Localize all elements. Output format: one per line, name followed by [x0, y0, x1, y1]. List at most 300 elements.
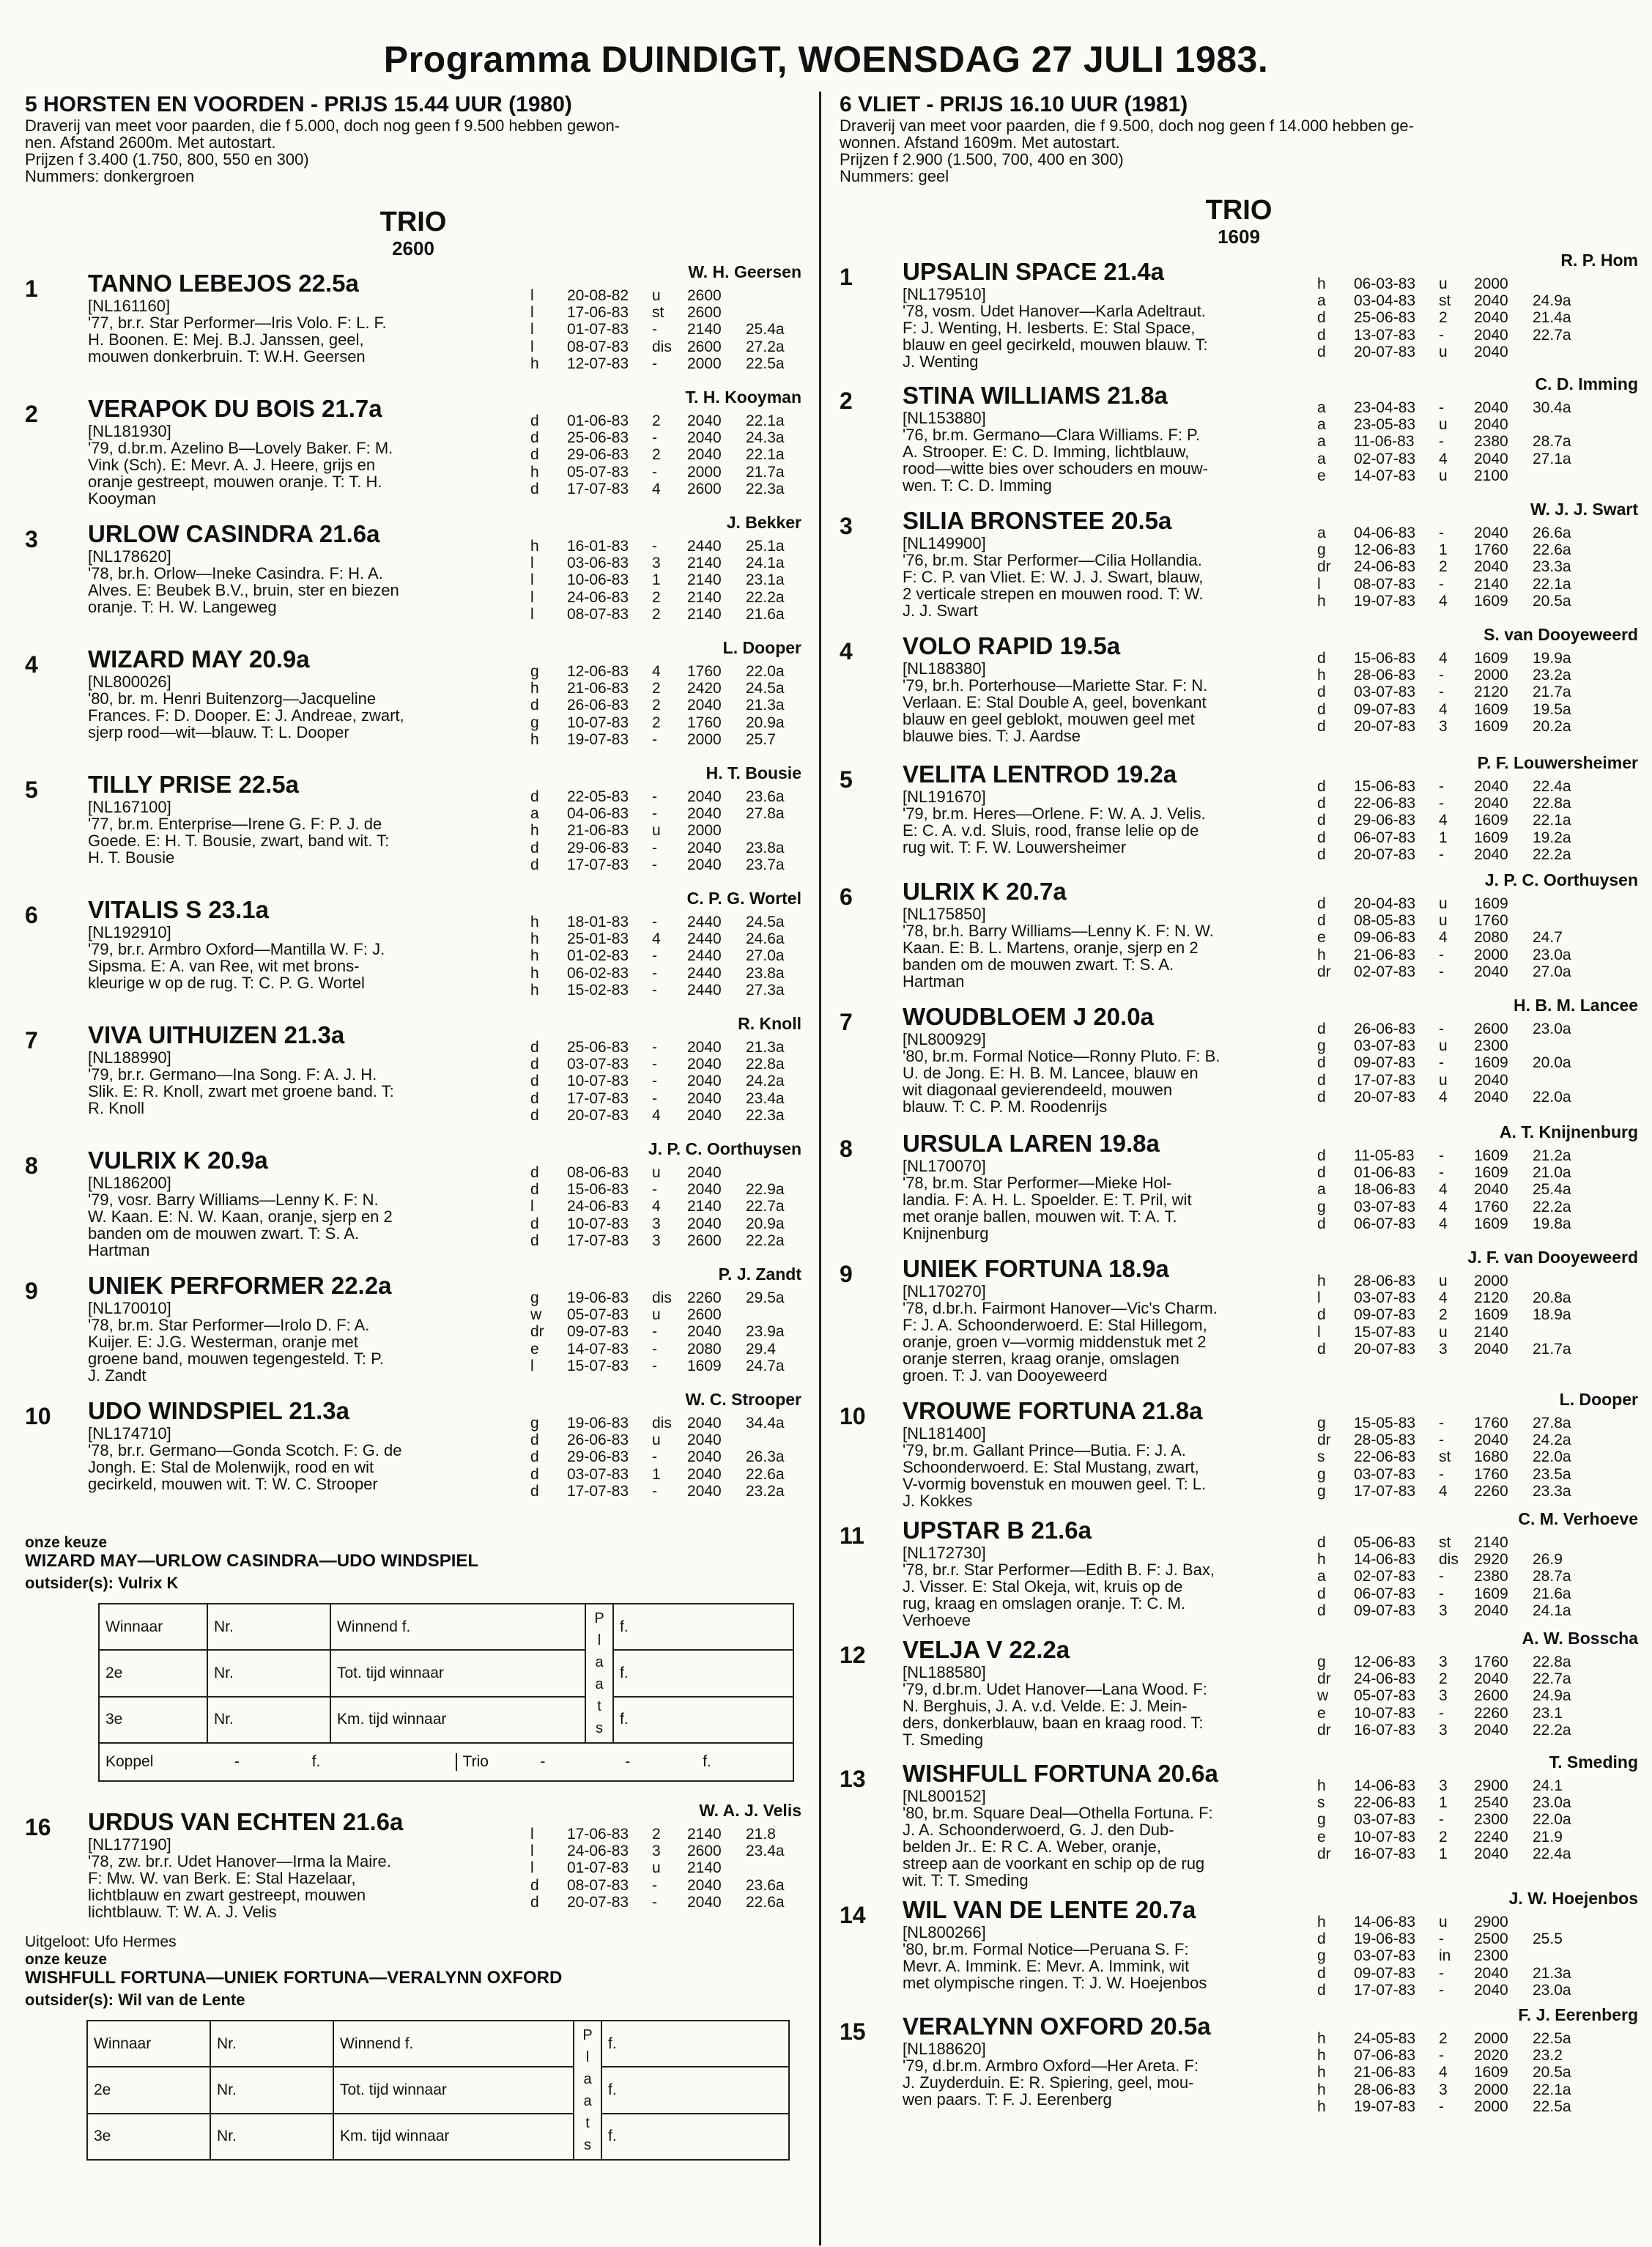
f-label: f. — [311, 1753, 321, 1770]
track-code: d — [1317, 1147, 1326, 1164]
description-line: J. Kokkes — [903, 1492, 973, 1510]
description-line: '78, br.r. Germano—Gonda Scotch. F: G. de — [88, 1441, 402, 1459]
description-line: lichtblauw. T: W. A. J. Velis — [88, 1903, 277, 1921]
placing: u — [652, 1432, 661, 1449]
km-time: 22.0a — [1533, 1088, 1571, 1106]
track-code: a — [1317, 450, 1326, 467]
placing: st — [1439, 1534, 1451, 1551]
performance-row — [1317, 1722, 1585, 1739]
horse-entry — [25, 1014, 801, 1139]
trainer-name: W. J. J. Swart — [1530, 500, 1638, 519]
distance: 1760 — [1474, 1654, 1508, 1670]
table-row — [87, 2114, 789, 2160]
race-date: 17-07-83 — [567, 856, 629, 873]
result-f-cell: f. — [613, 1697, 793, 1743]
distance: 2040 — [687, 1073, 722, 1090]
description-line: T. Smeding — [903, 1730, 984, 1749]
distance: 2600 — [687, 338, 722, 355]
horse-description — [88, 1836, 491, 1920]
performance-row — [530, 714, 799, 731]
placing: 3 — [1439, 1687, 1448, 1705]
description-line: Knijnenburg — [903, 1224, 989, 1243]
horse-name: URLOW CASINDRA 21.6a — [88, 520, 380, 547]
race-date: 22-05-83 — [567, 788, 629, 805]
result-money-label: Winnend f. — [333, 2021, 574, 2067]
horse-number: 7 — [840, 1009, 853, 1035]
race-date: 06-07-83 — [1354, 1585, 1416, 1602]
performance-row — [1317, 1021, 1585, 1037]
performance-list — [1317, 1273, 1585, 1358]
performance-row — [530, 856, 799, 873]
performance-row — [1317, 1965, 1585, 1982]
km-time: 21.6a — [746, 605, 785, 623]
placing: st — [1439, 1448, 1451, 1466]
horse-entry — [840, 374, 1638, 500]
horse-entry — [840, 996, 1638, 1122]
performance-row — [1317, 1054, 1585, 1071]
track-code: e — [1317, 1704, 1326, 1722]
description-line: [NL175850] — [903, 905, 986, 923]
dash: - — [625, 1753, 631, 1770]
distance: 2040 — [687, 1164, 722, 1181]
track-code: d — [1317, 912, 1326, 930]
km-time: 22.7a — [1533, 1670, 1571, 1688]
race-date: 18-01-83 — [567, 914, 629, 930]
performance-row — [530, 1415, 799, 1432]
track-code: h — [1317, 592, 1326, 610]
placing: 4 — [1439, 592, 1448, 610]
horse-number: 2 — [840, 388, 853, 414]
description-line: '79, br.r. Germano—Ina Song. F: A. J. H. — [88, 1065, 377, 1084]
race-date: 08-06-83 — [567, 1164, 629, 1181]
km-time: 21.0a — [1533, 1164, 1571, 1182]
track-code: d — [1317, 650, 1326, 667]
performance-row — [1317, 399, 1585, 416]
performance-row — [530, 788, 799, 805]
distance: 1760 — [1474, 1465, 1508, 1483]
placing: - — [652, 856, 657, 873]
track-code: d — [530, 1232, 539, 1249]
placing: 2 — [652, 446, 661, 464]
km-time: 22.1a — [746, 446, 785, 464]
performance-row — [530, 840, 799, 856]
result-f-cell: f. — [601, 2114, 789, 2160]
race-date: 06-02-83 — [567, 964, 629, 982]
km-time: 22.3a — [746, 480, 785, 497]
distance: 2500 — [1474, 1931, 1508, 1948]
performance-row — [1317, 275, 1585, 292]
distance: 2040 — [687, 429, 722, 447]
column-divider — [819, 92, 821, 2246]
track-code: dr — [1317, 1721, 1331, 1739]
track-code: h — [530, 538, 539, 555]
km-time: 24.7a — [746, 1357, 785, 1374]
description-line: [NL161160] — [88, 297, 171, 315]
description-line: Kooyman — [88, 489, 156, 508]
placing: u — [652, 1306, 661, 1324]
description-line: E: C. A. v.d. Sluis, rood, franse lelie op de — [903, 821, 1199, 840]
track-code: d — [1317, 1071, 1326, 1089]
track-code: a — [530, 805, 539, 823]
horse-entry — [25, 1139, 801, 1265]
race-date: 06-07-83 — [1354, 829, 1416, 846]
track-code: l — [530, 1826, 534, 1843]
race-date: 01-07-83 — [567, 321, 629, 338]
km-time: 19.2a — [1533, 829, 1571, 846]
distance: 2040 — [687, 856, 722, 873]
race-date: 18-06-83 — [1354, 1181, 1416, 1199]
horse-number: 13 — [840, 1766, 866, 1792]
race-date: 09-07-83 — [567, 1323, 629, 1341]
km-time: 21.7a — [1533, 684, 1571, 701]
race-date: 01-06-83 — [567, 412, 629, 429]
km-time: 20.2a — [1533, 717, 1571, 735]
track-code: d — [530, 1482, 539, 1500]
track-code: d — [1317, 1534, 1326, 1551]
horse-entry — [25, 1390, 801, 1515]
trainer-name: W. H. Geersen — [688, 262, 801, 281]
trainer-name: H. T. Bousie — [705, 763, 801, 782]
track-code: d — [1317, 1215, 1326, 1232]
placing: - — [1439, 2098, 1444, 2115]
performance-row — [1317, 1811, 1585, 1828]
performance-row — [1317, 1466, 1585, 1483]
track-code: h — [530, 981, 539, 999]
condition-line: Nummers: geel — [840, 167, 949, 185]
distance: 1609 — [1474, 650, 1508, 667]
trio-label: Trio — [456, 1753, 536, 1771]
distance: 2040 — [1474, 399, 1508, 416]
km-time: 20.5a — [1533, 592, 1571, 610]
horse-entry — [840, 2005, 1638, 2115]
performance-row — [530, 697, 799, 714]
performance-row — [1317, 1829, 1585, 1846]
placing: 2 — [652, 697, 661, 714]
km-time: 21.6a — [1533, 1585, 1571, 1602]
placing: - — [652, 1073, 657, 1090]
trainer-name: P. F. Louwersheimer — [1477, 753, 1638, 772]
track-code: h — [1317, 1777, 1326, 1794]
performance-row — [530, 464, 799, 481]
race-date: 16-07-83 — [1354, 1721, 1416, 1739]
placing: - — [1439, 1585, 1444, 1602]
distance: 2000 — [687, 463, 722, 481]
description-line: Verlaan. E: Stal Double A, geel, bovenkant — [903, 693, 1207, 711]
track-code: d — [530, 429, 539, 447]
km-time: 24.1a — [746, 555, 785, 572]
race-date: 17-06-83 — [567, 1826, 629, 1843]
race-date: 03-07-83 — [567, 1465, 629, 1483]
placing: 2 — [652, 680, 661, 697]
horse-entry — [840, 1390, 1638, 1509]
track-code: d — [1317, 812, 1326, 829]
performance-row — [1317, 1568, 1585, 1585]
trainer-name: C. M. Verhoeve — [1518, 1509, 1638, 1528]
distance: 2040 — [1474, 795, 1508, 812]
description-line: oranje, groen v—vormig middenstuk met 2 — [903, 1333, 1207, 1351]
description-line: N. Berghuis, J. A. v.d. Velde. E: J. Mein- — [903, 1697, 1188, 1715]
placing: 2 — [1439, 1306, 1448, 1324]
distance: 2040 — [687, 1039, 722, 1056]
placing: - — [652, 788, 657, 805]
track-code: a — [1317, 1181, 1326, 1199]
performance-row — [1317, 947, 1585, 963]
performance-row — [530, 1306, 799, 1323]
race-5-column — [25, 92, 801, 2161]
horse-body — [88, 1139, 801, 1259]
track-code: dr — [1317, 1670, 1331, 1688]
description-line: '79, d.br.m. Azelino B—Lovely Baker. F: M. — [88, 439, 393, 457]
plaats-text: Plaats — [582, 2027, 593, 2153]
performance-list — [530, 1289, 799, 1374]
description-line: Hartman — [903, 972, 965, 991]
race-date: 06-03-83 — [1354, 275, 1416, 292]
horse-entry — [840, 1248, 1638, 1390]
placing: 4 — [652, 930, 661, 948]
distance: 2020 — [1474, 2047, 1508, 2065]
race-date: 29-06-83 — [567, 839, 629, 856]
placing: 1 — [1439, 541, 1448, 559]
distance: 2040 — [687, 1323, 722, 1341]
placing: u — [1439, 343, 1448, 360]
condition-line: Prijzen f 2.900 (1.500, 700, 400 en 300) — [840, 150, 1124, 169]
km-time: 23.2a — [1533, 667, 1571, 684]
trainer-name: P. J. Zandt — [718, 1265, 801, 1284]
placing: 4 — [1439, 1088, 1448, 1106]
distance: 2040 — [687, 1465, 722, 1483]
placing: - — [1439, 778, 1444, 795]
km-time: 22.8a — [746, 1056, 785, 1073]
performance-row — [530, 1341, 799, 1358]
horse-description — [903, 535, 1305, 619]
km-time: 23.1 — [1533, 1704, 1563, 1722]
race-date: 13-07-83 — [1354, 326, 1416, 344]
placing: u — [652, 822, 661, 840]
race-date: 03-07-83 — [1354, 684, 1416, 701]
performance-list — [1317, 1021, 1585, 1106]
track-code: h — [530, 680, 539, 697]
placing: 2 — [1439, 2030, 1448, 2047]
performance-row — [1317, 667, 1585, 684]
description-line: '79, d.br.m. Udet Hanover—Lana Wood. F: — [903, 1680, 1207, 1698]
distance: 2140 — [1474, 1534, 1508, 1551]
result-f-cell: f. — [601, 2067, 789, 2113]
distance: 2080 — [687, 1340, 722, 1358]
placing: - — [652, 429, 657, 447]
placing: 3 — [652, 1843, 661, 1860]
horse-number: 10 — [25, 1403, 51, 1429]
distance: 1609 — [1474, 592, 1508, 610]
placing: - — [652, 1056, 657, 1073]
km-time: 23.0a — [1533, 1021, 1571, 1037]
race-date: 04-06-83 — [567, 805, 629, 823]
performance-row — [530, 1073, 799, 1089]
race-date: 15-07-83 — [1354, 1323, 1416, 1341]
race-date: 03-04-83 — [1354, 292, 1416, 310]
race-date: 17-06-83 — [567, 304, 629, 322]
description-line: J. A. Schoonderwoerd, G. J. den Dub- — [903, 1821, 1174, 1839]
description-line: Slik. E: R. Knoll, zwart met groene band. T: — [88, 1082, 394, 1100]
horse-description — [903, 1031, 1305, 1115]
placing: - — [1439, 684, 1444, 701]
performance-row — [530, 1483, 799, 1500]
performance-row — [1317, 309, 1585, 326]
km-time: 22.2a — [1533, 845, 1571, 863]
track-code: h — [530, 822, 539, 840]
placing: - — [652, 463, 657, 481]
performance-row — [530, 321, 799, 338]
performance-row — [530, 914, 799, 930]
race-date: 10-07-83 — [567, 1215, 629, 1232]
race-date: 11-05-83 — [1354, 1147, 1415, 1164]
outsider-line: outsider(s): Wil van de Lente — [25, 1991, 245, 2009]
description-line: groene band, mouwen tegengesteld. T: P. — [88, 1350, 385, 1368]
performance-row — [1317, 1273, 1585, 1289]
description-line: A. Strooper. E: C. D. Imming, lichtblauw, — [903, 443, 1190, 461]
track-code: g — [1317, 1198, 1326, 1215]
horse-number: 4 — [840, 638, 853, 665]
km-time: 21.4a — [1533, 309, 1571, 327]
description-line: wit. T: T. Smeding — [903, 1871, 1029, 1889]
performance-row — [530, 805, 799, 822]
distance: 2040 — [1474, 343, 1508, 360]
distance: 2040 — [687, 1089, 722, 1107]
performance-list — [1317, 525, 1585, 610]
km-time: 18.9a — [1533, 1306, 1571, 1324]
track-code: l — [530, 1198, 534, 1215]
horse-name: VERAPOK DU BOIS 21.7a — [88, 395, 382, 422]
track-code: g — [530, 714, 539, 731]
track-code: g — [1317, 1654, 1326, 1670]
horse-body — [88, 638, 801, 748]
performance-row — [530, 338, 799, 355]
horse-name: TILLY PRISE 22.5a — [88, 771, 299, 798]
performance-row — [530, 538, 799, 555]
placing: 2 — [1439, 558, 1448, 576]
result-label: 2e — [87, 2067, 210, 2113]
performance-row — [1317, 2098, 1585, 2115]
track-code: d — [530, 856, 539, 873]
result-time-label: Km. tijd winnaar — [333, 2114, 574, 2160]
race-date: 15-07-83 — [567, 1357, 629, 1374]
performance-row — [530, 1859, 799, 1876]
track-code: h — [530, 914, 539, 930]
distance: 2040 — [1474, 845, 1508, 863]
placing: 3 — [1439, 1602, 1448, 1619]
distance: 2000 — [1474, 275, 1508, 292]
performance-row — [1317, 467, 1585, 484]
result-number-label: Nr. — [210, 2114, 333, 2160]
horse-number: 6 — [840, 884, 853, 910]
distance: 2040 — [687, 446, 722, 464]
race-date: 01-07-83 — [567, 1859, 629, 1877]
distance: 2040 — [687, 1056, 722, 1073]
race-date: 25-06-83 — [1354, 309, 1416, 327]
race-date: 03-07-83 — [1354, 1198, 1416, 1215]
description-line: Hartman — [88, 1241, 150, 1259]
race-date: 19-06-83 — [1354, 1931, 1416, 1948]
our-choice-heading: onze keuze — [25, 1951, 108, 1968]
race-date: 29-06-83 — [567, 1448, 629, 1466]
distance: 1609 — [687, 1357, 722, 1374]
km-time: 22.1a — [1533, 575, 1571, 593]
horse-name: UDO WINDSPIEL 21.3a — [88, 1397, 349, 1424]
km-time: 21.3a — [746, 697, 785, 714]
horse-name: WIL VAN DE LENTE 20.7a — [903, 1896, 1196, 1923]
horse-description — [88, 673, 491, 741]
distance: 2040 — [1474, 309, 1508, 327]
description-line: 2 verticale strepen en mouwen rood. T: W. — [903, 585, 1204, 603]
race-date: 10-07-83 — [567, 1073, 629, 1090]
distance: 2140 — [687, 605, 722, 623]
description-line: V-vormig bovenstuk en mouwen geel. T: L. — [903, 1475, 1207, 1493]
performance-row — [530, 1215, 799, 1232]
performance-list — [1317, 650, 1585, 735]
placing: 2 — [1439, 309, 1448, 327]
description-line: oranje. T: H. W. Langeweg — [88, 598, 277, 616]
track-code: h — [530, 930, 539, 948]
km-time: 22.2a — [746, 588, 785, 606]
horse-description — [903, 1544, 1305, 1629]
description-line: Kuijer. E: J.G. Westerman, oranje met — [88, 1333, 358, 1351]
km-time: 22.9a — [746, 1181, 785, 1199]
result-table-2 — [86, 2020, 790, 2161]
placing: 2 — [1439, 1828, 1448, 1846]
performance-row — [1317, 525, 1585, 541]
km-time: 19.5a — [1533, 700, 1571, 718]
description-line: J. Wenting — [903, 352, 979, 371]
track-code: d — [1317, 1340, 1326, 1358]
distance: 1760 — [1474, 1415, 1508, 1432]
distance: 1609 — [1474, 1054, 1508, 1072]
distance: 1680 — [1474, 1448, 1508, 1466]
performance-row — [530, 571, 799, 588]
race-date: 03-07-83 — [1354, 1289, 1416, 1307]
placing: - — [652, 1340, 657, 1358]
km-time: 24.5a — [746, 680, 785, 697]
performance-list — [530, 788, 799, 873]
table-row — [99, 1650, 793, 1696]
placing: - — [652, 805, 657, 823]
distance: 2240 — [1474, 1828, 1508, 1846]
result-number-label: Nr. — [210, 2067, 333, 2113]
track-code: d — [530, 412, 539, 429]
f-label: f. — [703, 1753, 711, 1770]
performance-row — [1317, 433, 1585, 450]
track-code: g — [1317, 1465, 1326, 1483]
track-code: d — [1317, 778, 1326, 795]
result-number-label: Nr. — [207, 1697, 330, 1743]
track-code: a — [1317, 433, 1326, 451]
performance-list — [530, 1826, 799, 1911]
distance: 2040 — [687, 697, 722, 714]
horse-entry — [840, 1889, 1638, 2005]
distance: 2040 — [687, 805, 722, 823]
uitgeloot-line: Uitgeloot: Ufo Hermes — [25, 1933, 177, 1950]
km-time: 23.0a — [1533, 1794, 1571, 1812]
race-date: 26-06-83 — [1354, 1021, 1416, 1037]
race-date: 09-07-83 — [1354, 1602, 1416, 1619]
performance-row — [530, 446, 799, 463]
horse-name: UPSTAR B 21.6a — [903, 1517, 1092, 1544]
description-line: [NL188580] — [903, 1663, 986, 1681]
distance: 2040 — [687, 1415, 722, 1432]
distance: 2040 — [1474, 1071, 1508, 1089]
horse-entry — [840, 753, 1638, 870]
placing: 4 — [652, 480, 661, 497]
condition-line: wonnen. Afstand 1609m. Met autostart. — [840, 133, 1120, 152]
track-code: d — [1317, 1602, 1326, 1619]
